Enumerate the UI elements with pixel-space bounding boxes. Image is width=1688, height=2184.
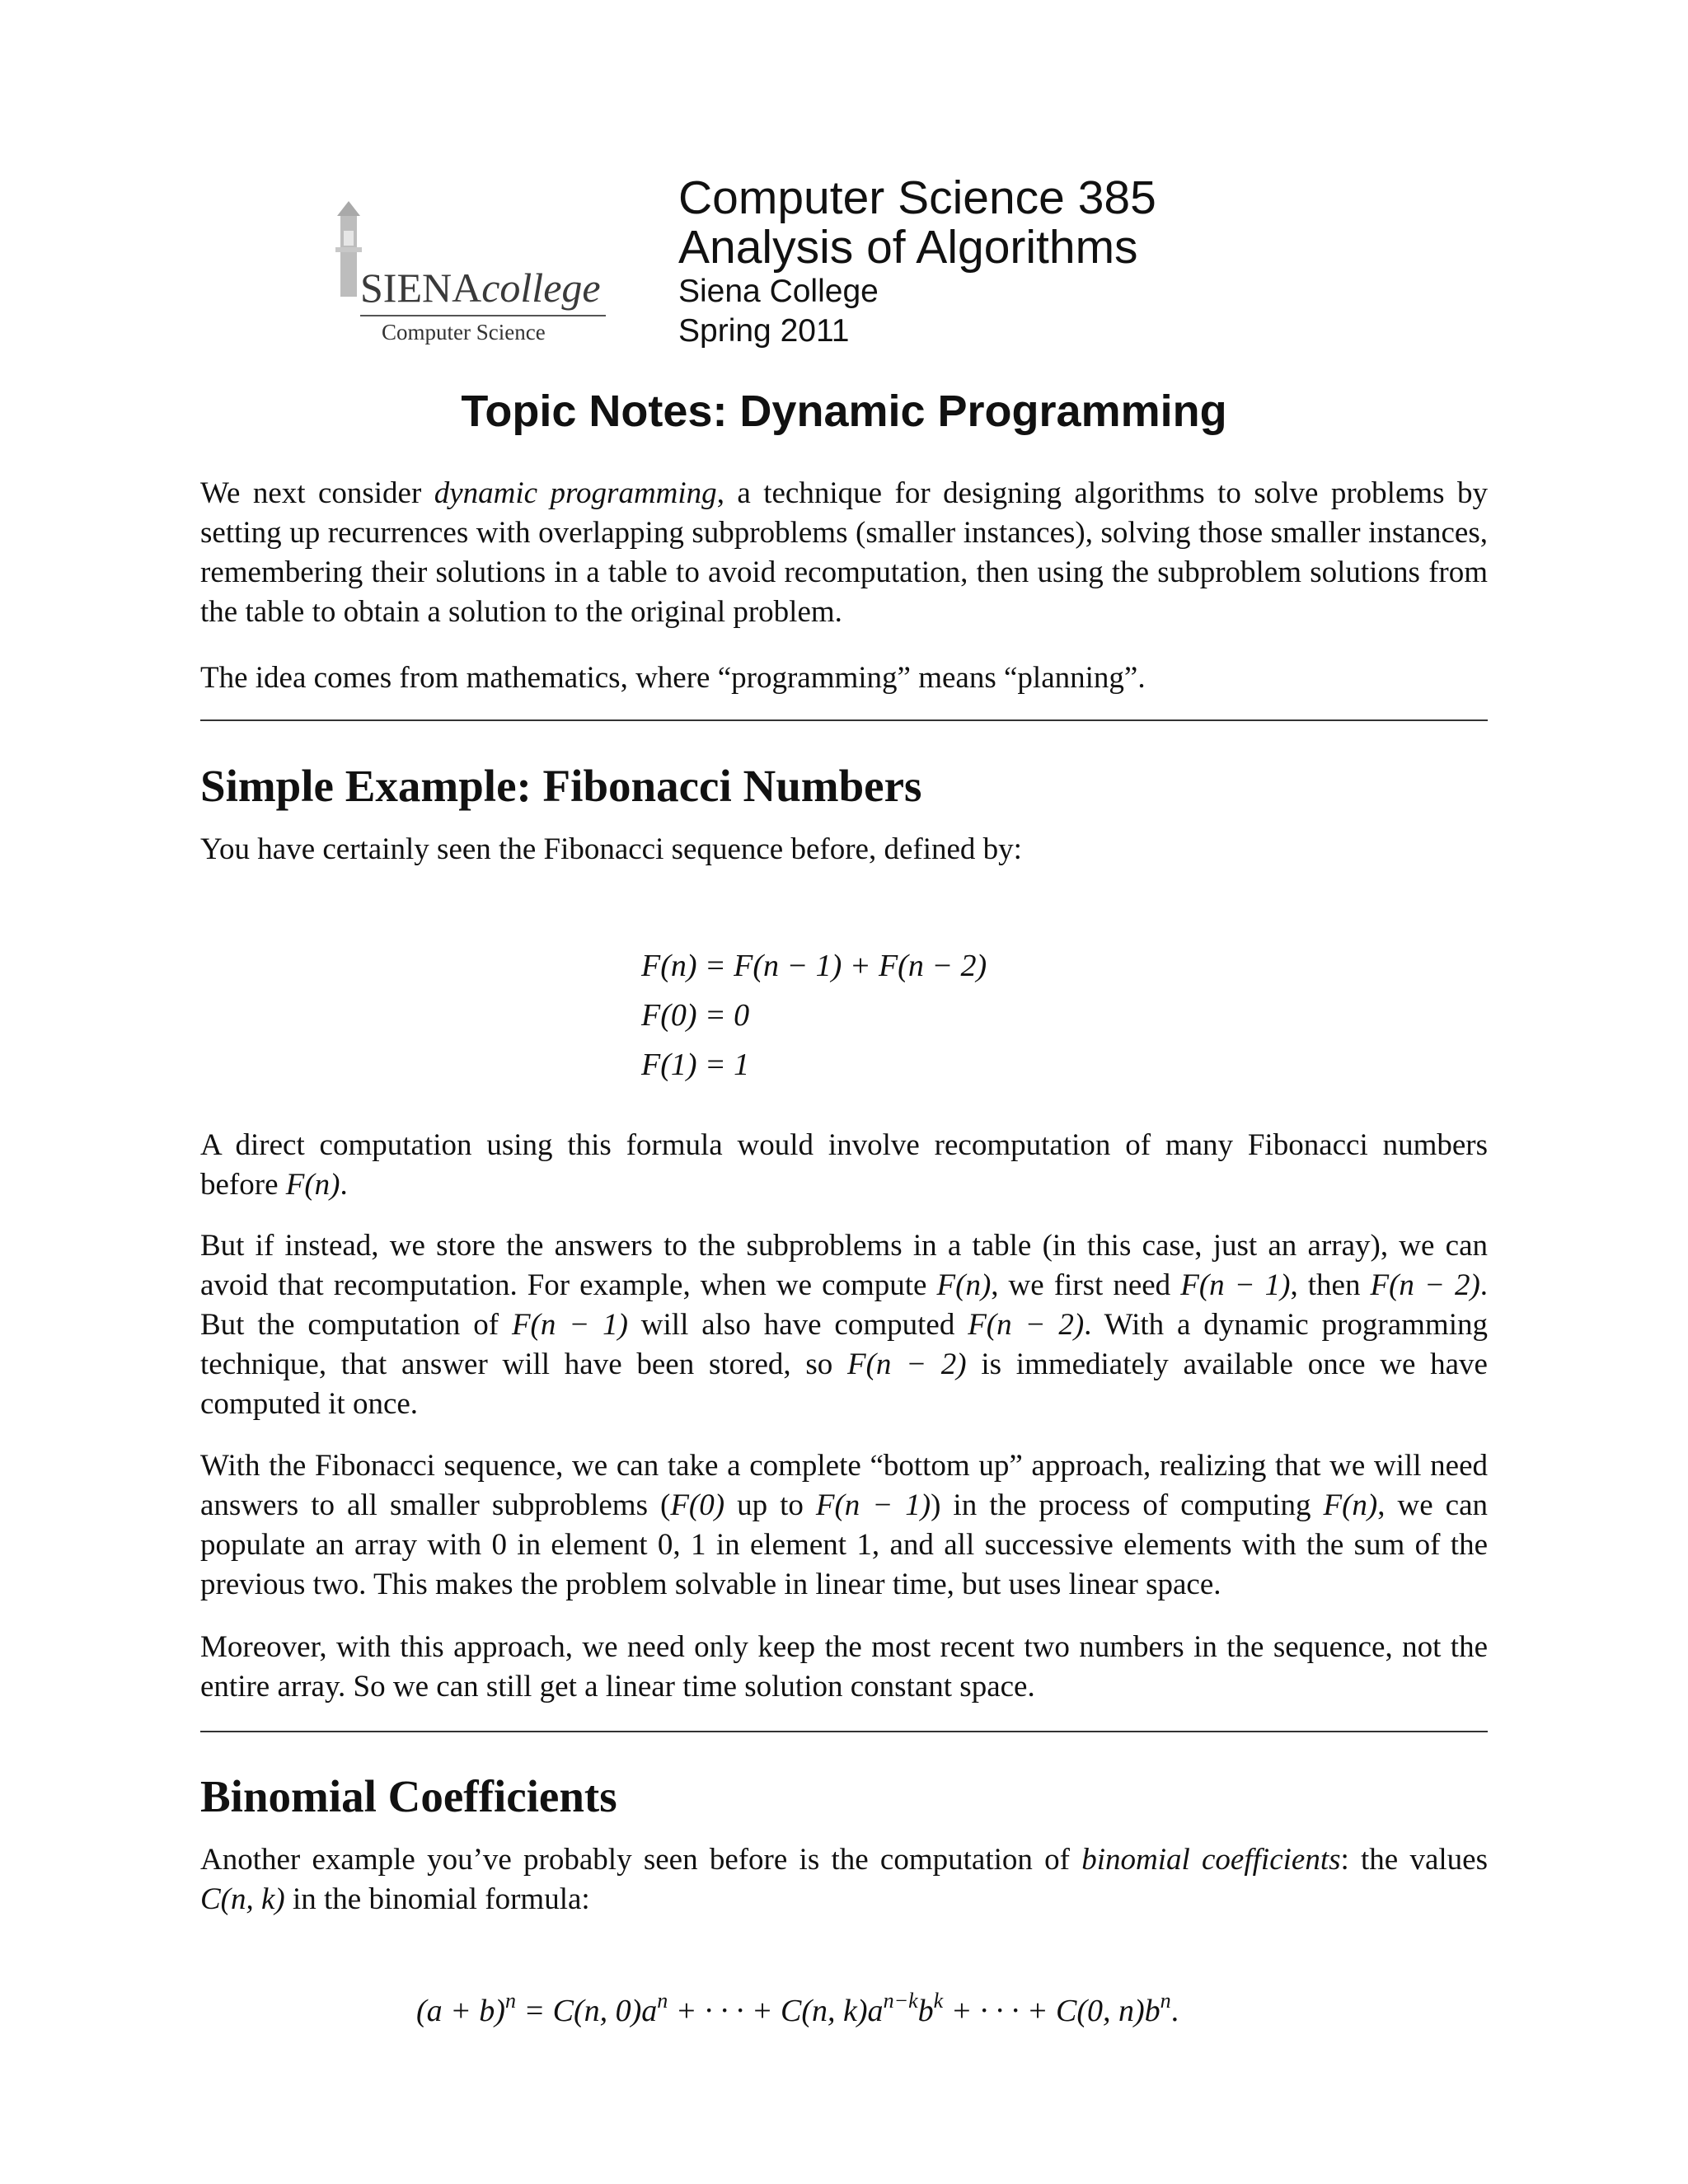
intro-idea-paragraph: The idea comes from mathematics, where “programming” means “planning”. bbox=[200, 661, 1146, 695]
fibonacci-paragraph-3: With the Fibonacci sequence, we can take a complete “bottom up” approach, realizing that we will need answers to all smaller subproblems (F(0) up to F(n − 1)) in the process of computing F(n), we can populate an array with 0 in element 0, 1 in element 1, and all successive elements with the sum of the previous two. This makes the problem solvable in linear time, but uses linear space. bbox=[200, 1449, 1488, 1601]
section-divider bbox=[200, 1731, 1488, 1732]
semester: Spring 2011 bbox=[678, 313, 850, 349]
binomial-paragraph: Another example you’ve probably seen before is the computation of binomial coefficients: the values C(n, k) in the binomial formula: bbox=[200, 1843, 1488, 1916]
fibonacci-paragraph-2: But if instead, we store the answers to the subproblems in a table (in this case, just an array), we can avoid that recomputation. For example, when we compute F(n), we first need F(n − 1), then F(n − 2). But the computation of F(n − 1) will also have computed F(n − 2). With a dynamic programming technique, that answer will have been stored, so F(n − 2) is immediately available once we have computed it once. bbox=[200, 1229, 1489, 1421]
fibonacci-base-1: F(1) = 1 bbox=[641, 1047, 750, 1082]
section-heading-binomial: Binomial Coefficients bbox=[200, 1771, 617, 1821]
fibonacci-lead: You have certainly seen the Fibonacci sequence before, defined by: bbox=[200, 832, 1022, 866]
logo-rule bbox=[360, 315, 606, 316]
logo-subtitle: Computer Science bbox=[382, 320, 546, 344]
binomial-formula: $(a + b)^n = C(n$, $0)a^n$ + · · · + C(n, $k)a^{n-k}b^k$ + · · · + C(0, $n)b^n$. bbox=[416, 1989, 1179, 2028]
course-title: Analysis of Algorithms bbox=[678, 221, 1138, 274]
course-info bbox=[678, 173, 1156, 351]
fibonacci-recurrence: F(n) = F(n − 1) + F(n − 2) bbox=[641, 949, 987, 983]
siena-college-logo bbox=[326, 198, 610, 342]
fibonacci-base-0: F(0) = 0 bbox=[641, 998, 750, 1033]
fibonacci-paragraph-4: Moreover, with this approach, we need only keep the most recent two numbers in the sequence, not the entire array. So we can still get a linear time solution constant space. bbox=[200, 1630, 1488, 1704]
fibonacci-paragraph-1: A direct computation using this formula would involve recomputation of many Fibonacci numbers before F(n). bbox=[200, 1128, 1488, 1202]
logo-wordmark: SIENAcollege bbox=[360, 265, 601, 311]
intro-paragraph: We next consider dynamic programming, a technique for designing algorithms to solve problems by setting up recurrences with overlapping subproblems (smaller instances), solving those smaller instances, remembering their solutions in a table to avoid recomputation, then using the subproblem solutions from the table to obtain a solution to the original problem. bbox=[200, 476, 1488, 629]
page-title: Topic Notes: Dynamic Programming bbox=[461, 387, 1227, 436]
course-number: Computer Science 385 bbox=[678, 171, 1156, 224]
section-divider bbox=[200, 719, 1488, 721]
section-heading-fibonacci: Simple Example: Fibonacci Numbers bbox=[200, 761, 922, 811]
institution: Siena College bbox=[678, 274, 879, 309]
